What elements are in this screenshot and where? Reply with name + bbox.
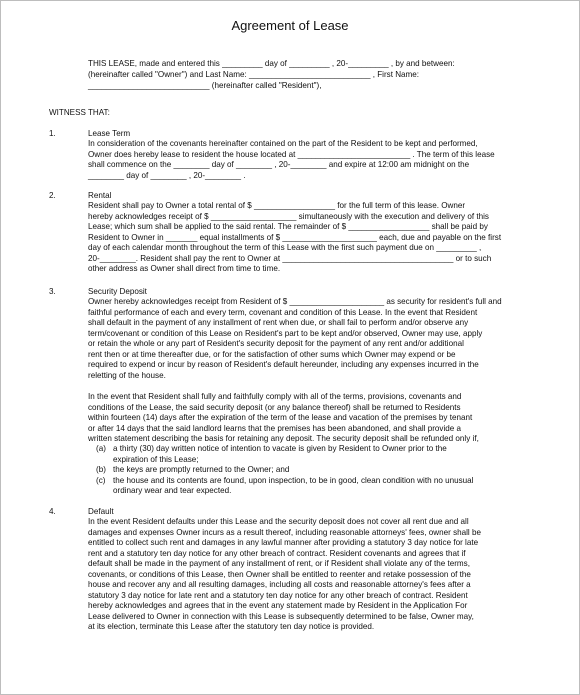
body-line: 20-________. Resident shall pay the rent to Owner at ______________________________________ or to such [88, 253, 492, 263]
section-body [88, 139, 528, 181]
body-line: Lease; which sum shall be applied to the said rental. The remainder of $ __________________ shall be paid by [88, 222, 488, 231]
body-line: written statement describing the basis for retaining any deposit. The security deposit shall be refunded only if, [88, 434, 479, 443]
section-body-continued [88, 392, 528, 445]
section-number: 3. [49, 287, 56, 296]
section-number: 1. [49, 129, 56, 138]
body-line: In the event Resident defaults under this Lease and the security deposit does not cover all rent due and all [88, 517, 469, 526]
body-line: In consideration of the covenants hereinafter contained on the part of the Resident to be kept and performed, [88, 139, 478, 148]
section-heading: Security Deposit [88, 287, 147, 296]
body-line: entitled to collect such rent and damages in any lawful manner after providing a statutory 3 day notice for late [88, 538, 479, 547]
list-line: a thirty (30) day written notice of intention to vacate is given by Resident to Owner prior to the [113, 444, 447, 453]
body-line: shall commence on the ________ day of ________ , 20-________ and expire at 12:00 am midnight on the [88, 160, 470, 169]
intro-line: ___________________________ (hereinafter called "Resident"), [88, 81, 322, 91]
body-line: ________ day of ________ , 20-________ . [88, 170, 246, 180]
body-line: shall default in the payment of any installment of rent when due, or shall fail to perform and/or observe any [88, 318, 469, 327]
list-line: expiration of this Lease; [113, 454, 199, 464]
body-line: reletting of the house. [88, 370, 166, 380]
body-line: or retain the whole or any part of Resident's security deposit for the payment of any rent and/or additional [88, 339, 464, 348]
body-line: Resident to Owner in _______ equal installments of $ _____________________ each, due and payable on the first [88, 232, 502, 242]
body-line: day of each calendar month throughout the term of this Lease with the first such payment due on _________ , [88, 243, 482, 252]
list-line: ordinary wear and tear expected. [113, 486, 232, 495]
body-line: Owner does hereby lease to resident the house located at _________________________ . The term of this lease [88, 149, 495, 159]
body-line: covenants, or conditions of this Lease, then Owner shall be entitled to reenter and retake possession of the [88, 569, 471, 579]
section-body [88, 297, 528, 381]
body-line: Lease delivered to Owner in connection with this Lease is subsequently determined to be false, Owner may, [88, 611, 474, 621]
list-line: the house and its contents are found, upon inspection, to be in good, clean condition with no unusual [113, 475, 474, 485]
section-body [88, 201, 528, 275]
intro-paragraph [88, 58, 528, 92]
body-line: rent and a statutory ten day notice for any other breach of contract. Resident covenants and agrees that if [88, 548, 466, 558]
body-line: damages and expenses Owner incurs as a result thereof, including reasonable attorneys' fees, owner shall be [88, 527, 481, 537]
section-number: 2. [49, 191, 56, 200]
section-number: 4. [49, 507, 56, 516]
body-line: Owner hereby acknowledges receipt from Resident of $ _____________________ as security for resident's full and [88, 297, 502, 306]
body-line: Resident shall pay to Owner a total rental of $ __________________ for the full term of this lease. Owner [88, 201, 466, 210]
list-marker: (b) [96, 465, 106, 474]
section-heading: Lease Term [88, 129, 131, 138]
refund-conditions-list [96, 444, 526, 497]
body-line: house and recover any and all resulting damages, including all costs and reasonable attorney's fees after a [88, 580, 471, 589]
body-line: hereby acknowledges receipt of $ ___________________ simultaneously with the execution and delivery of this [88, 211, 489, 221]
list-item [96, 465, 526, 476]
body-line: statutory 3 day notice for late rent and a statutory ten day notice for any other breach of contract. Resident [88, 590, 468, 600]
body-line: at its election, terminate this Lease after the statutory ten day notice is provided. [88, 622, 375, 631]
body-line: term/covenant or condition of this Lease on Resident's part to be kept and/or observed, Owner may use, apply [88, 328, 483, 338]
body-line: hereby acknowledges and agrees that in the event any statement made by Resident in the Application For [88, 601, 468, 610]
intro-line: (hereinafter called "Owner") and Last Name: ___________________________ , First Name: [88, 70, 420, 80]
intro-line: THIS LEASE, made and entered this _________ day of _________ , 20-_________ , by and between: [88, 59, 455, 68]
body-line: or after 14 days that the said landlord learns that the premises has been abandoned, and shall provide a [88, 423, 462, 433]
body-line: In the event that Resident shall fully and faithfully comply with all of the terms, provisions, covenants and [88, 392, 462, 401]
section-body [88, 517, 528, 633]
section-heading: Rental [88, 191, 112, 200]
body-line: required to expend or incur by reason of Resident's default hereunder, including any expenses incurred in the [88, 360, 479, 369]
witness-heading: WITNESS THAT: [49, 108, 110, 117]
list-marker: (a) [96, 444, 106, 453]
body-line: other address as Owner shall direct from time to time. [88, 264, 281, 273]
list-item [96, 444, 526, 465]
body-line: rent then or at time thereafter due, or for the satisfaction of other sums which Owner may expend or be [88, 349, 456, 359]
section-heading: Default [88, 507, 114, 516]
body-line: faithful performance of each and every term, covenant and condition of this Lease. In the event that Resident [88, 307, 478, 317]
body-line: default shall be made in the payment of any installment of rent, or if Resident shall violate any of the terms, [88, 559, 470, 568]
page-title: Agreement of Lease [231, 18, 349, 33]
body-line: within fourteen (14) days after the expiration of the term of the lease and vacation of the premises by tenant [88, 413, 473, 422]
body-line: conditions of the Lease, the said security deposit (or any balance thereof) shall be returned to Residents [88, 402, 461, 412]
list-line: the keys are promptly returned to the Owner; and [113, 465, 290, 474]
list-marker: (c) [96, 475, 106, 485]
list-item [96, 476, 526, 497]
